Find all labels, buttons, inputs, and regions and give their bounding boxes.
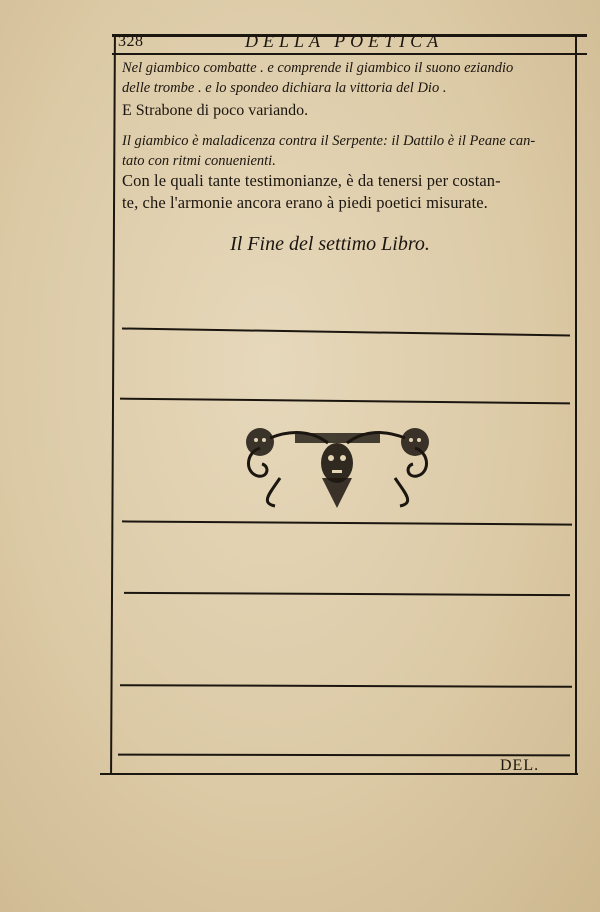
- ruled-line: [120, 684, 572, 688]
- book-colophon: Il Fine del settimo Libro.: [230, 233, 430, 255]
- woodcut-ornament: [240, 418, 435, 513]
- text-line: Il giambico è maladicenza contra il Serpente: il Dattilo è il Peane can-: [122, 133, 536, 149]
- paragraph-strabone: [122, 101, 577, 121]
- text-line: delle trombe . e lo spondeo dichiara la vittoria del Dio .: [122, 80, 447, 96]
- frame-header-rule: [112, 53, 587, 55]
- page-number: 328: [118, 33, 144, 50]
- paragraph-conclusion: [122, 170, 577, 214]
- paragraph-greek-quote-2: [122, 131, 577, 171]
- ruled-line: [124, 592, 570, 596]
- left-face-icon: [246, 428, 274, 456]
- frame-left-rule: [110, 34, 116, 774]
- right-face-icon: [401, 428, 429, 456]
- text-line: tato con ritmi conuenienti.: [122, 153, 276, 169]
- paragraph-greek-quote-1: [122, 58, 577, 98]
- ruled-line: [122, 327, 570, 336]
- running-title: DELLA POETICA: [245, 31, 444, 51]
- ruled-line: [118, 754, 570, 757]
- text-line: Nel giambico combatte . e comprende il giambico il suono eziandio: [122, 60, 514, 76]
- text-line: te, che l'armonie ancora erano à piedi poetici misurate.: [122, 193, 488, 212]
- text-line: E Strabone di poco variando.: [122, 102, 309, 119]
- center-mask-icon: [321, 443, 353, 483]
- ruled-line: [122, 520, 572, 525]
- text-line: Con le quali tante testimonianze, è da tenersi per costan-: [122, 171, 501, 190]
- ruled-line: [120, 398, 570, 405]
- catchword: DEL.: [500, 757, 540, 774]
